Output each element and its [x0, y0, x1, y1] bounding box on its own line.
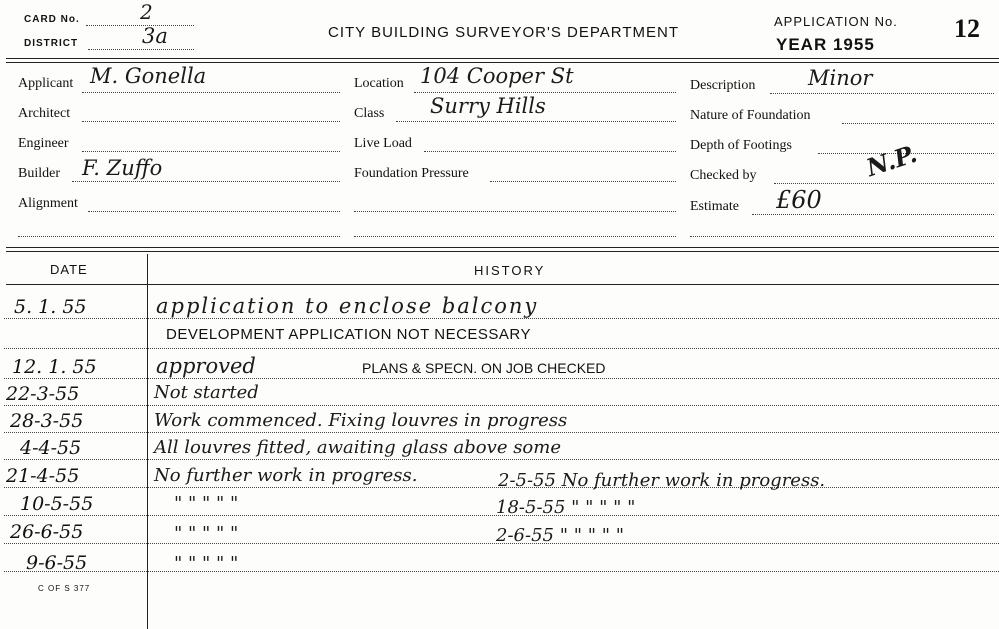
history-date: 10-5-55 — [20, 493, 94, 515]
foundation-pressure-label: Foundation Pressure — [354, 166, 469, 181]
card-number-line — [86, 25, 194, 26]
history-text: Not started — [154, 382, 259, 403]
form-code: C OF S 377 — [38, 584, 91, 593]
class-value: Surry Hills — [430, 94, 546, 118]
checked-by-line — [774, 183, 994, 184]
middle-line-6 — [354, 236, 676, 237]
year-label: YEAR 1955 — [776, 35, 875, 54]
date-column-divider — [147, 254, 148, 629]
district-value: 3a — [142, 24, 168, 48]
fields-rule-2 — [6, 251, 999, 252]
history-date: 4-4-55 — [20, 437, 82, 459]
row-line — [4, 378, 999, 379]
history-date: 22-3-55 — [6, 383, 80, 405]
builder-value: F. Zuffo — [82, 156, 163, 180]
application-label: APPLICATION No. — [774, 14, 898, 29]
district-label: DISTRICT — [24, 38, 79, 49]
nature-foundation-line — [842, 123, 994, 124]
right-line-6 — [690, 236, 994, 237]
estimate-line — [752, 214, 994, 215]
header-rule-2 — [6, 62, 999, 63]
row-line — [4, 405, 999, 406]
class-line — [396, 121, 676, 122]
history-text: " " " " " — [174, 523, 239, 544]
history-date: 26-6-55 — [10, 521, 84, 543]
applicant-label: Applicant — [18, 76, 74, 91]
district-line — [88, 49, 194, 50]
history-header: HISTORY — [474, 263, 546, 278]
applicant-line — [82, 92, 340, 93]
header-rule-1 — [6, 58, 999, 59]
estimate-value: £60 — [776, 186, 822, 214]
plans-checked-stamp: PLANS & SPECN. ON JOB CHECKED — [362, 360, 606, 376]
builder-line — [72, 181, 340, 182]
history-text: Work commenced. Fixing louvres in progress — [154, 410, 568, 431]
description-line — [770, 93, 994, 94]
row-line — [4, 348, 999, 349]
class-label: Class — [354, 106, 385, 121]
history-text: All louvres fitted, awaiting glass above some — [154, 437, 561, 458]
depth-footings-label: Depth of Footings — [690, 138, 792, 153]
date-header: DATE — [50, 262, 88, 277]
description-value: Minor — [808, 66, 873, 90]
history-text: " " " " " — [174, 553, 239, 574]
department-title: CITY BUILDING SURVEYOR'S DEPARTMENT — [328, 24, 679, 41]
architect-line — [82, 121, 340, 122]
builder-label: Builder — [18, 166, 60, 181]
alignment-label: Alignment — [18, 196, 78, 211]
estimate-label: Estimate — [690, 199, 739, 214]
application-number: 12 — [954, 14, 980, 43]
alignment-line-2 — [18, 236, 340, 237]
history-text: application to enclose balcony — [156, 294, 539, 318]
history-text: " " " " " — [174, 493, 239, 514]
checked-by-label: Checked by — [690, 168, 757, 183]
row-line — [4, 459, 999, 460]
live-load-label: Live Load — [354, 136, 412, 151]
history-text-2: 2-6-55 " " " " " — [496, 525, 624, 546]
history-text-2: 2-5-55 No further work in progress. — [498, 470, 826, 491]
nature-foundation-label: Nature of Foundation — [690, 108, 811, 123]
history-header-rule — [6, 284, 999, 285]
location-line — [414, 92, 676, 93]
history-date: 9-6-55 — [26, 552, 88, 574]
architect-label: Architect — [18, 106, 71, 121]
engineer-line — [82, 151, 340, 152]
history-text: No further work in progress. — [154, 465, 418, 486]
history-text: approved — [156, 354, 256, 378]
history-date: 21-4-55 — [6, 465, 80, 487]
development-stamp: DEVELOPMENT APPLICATION NOT NECESSARY — [166, 326, 531, 343]
applicant-value: M. Gonella — [90, 64, 207, 88]
middle-line-5 — [354, 211, 676, 212]
card-number-label: CARD No. — [24, 14, 80, 25]
history-date: 28-3-55 — [10, 410, 84, 432]
engineer-label: Engineer — [18, 136, 69, 151]
card-number-value: 2 — [140, 0, 153, 24]
checked-by-value: N.P. — [862, 138, 921, 183]
location-value: 104 Cooper St — [420, 64, 574, 88]
history-date: 12. 1. 55 — [12, 356, 97, 378]
foundation-pressure-line — [490, 181, 676, 182]
fields-rule-1 — [6, 247, 999, 248]
row-line — [4, 571, 999, 572]
alignment-line — [88, 211, 340, 212]
location-label: Location — [354, 76, 404, 91]
row-line — [4, 318, 999, 319]
history-text-2: 18-5-55 " " " " " — [496, 497, 636, 518]
live-load-line — [424, 151, 676, 152]
description-label: Description — [690, 78, 756, 93]
history-date: 5. 1. 55 — [14, 296, 87, 318]
row-line — [4, 432, 999, 433]
